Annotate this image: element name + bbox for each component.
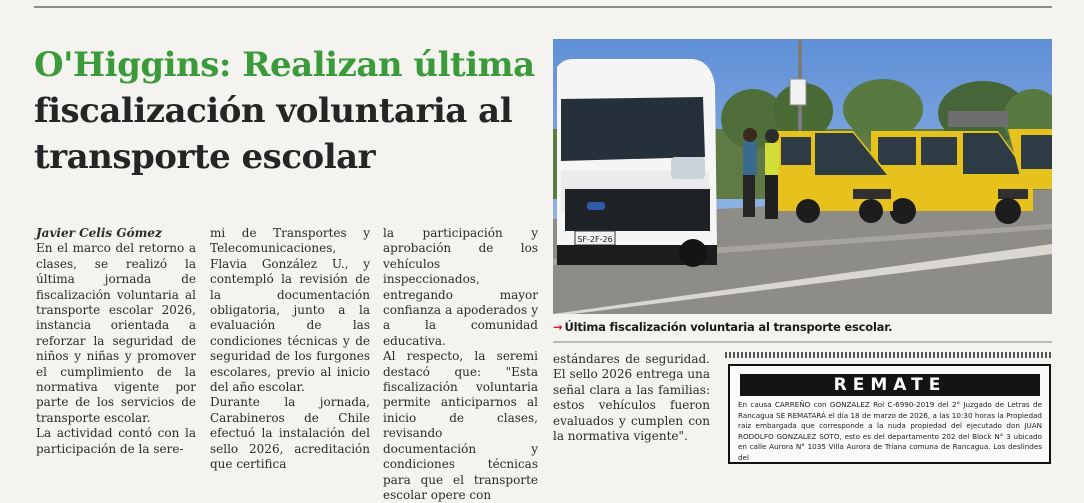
paragraph: mi de Transportes y Telecomunicaciones, Flavia González U., y contempló la revisión de la documentación obligatoria, junto a la evaluación de las condiciones técnicas y de seguridad de los furgones escolares, previo al inicio del año escolar.: [210, 226, 370, 395]
classified-ad-text: En causa CARREÑO con GONZALEZ Rol C-6990-2019 del 2° Juzgado de Letras de Rancagua SE REMATARÁ el día 18 de marzo de 2026, a las 10:30 horas la Propiedad raíz embargada que corresponde a la nuda propiedad del ejecutado don JUAN RODOLFO GONZALEZ SOTO, esto es del departamento 202 del Block N° 3 ubicado en calle Aurora N° 1035 Villa Aurora de Triana comuna de Rancagua. Los deslindes del: [738, 400, 1042, 462]
paragraph: En el marco del retorno a clases, se realizó la última jornada de fiscalización voluntaria al transporte escolar 2026, instancia orientada a reforzar la seguridad de niños y niñas y promover el cumplimiento de la normativa vigente por parte de los servicios de transporte escolar.: [36, 241, 196, 425]
license-plate-label: SF-2F-26: [577, 235, 613, 244]
headline-line-2: fiscalización voluntaria al: [34, 91, 513, 131]
arrow-right-icon: →: [553, 320, 563, 334]
caption-divider: [553, 341, 1052, 343]
text-column-2: [210, 226, 370, 473]
paragraph: la participación y aprobación de los vehículos inspeccionados, entregando mayor confianza a apoderados y a la comunidad educativa.: [383, 226, 538, 348]
paragraph: La actividad contó con la participación de la sere-: [36, 426, 196, 456]
text-column-1: [36, 226, 196, 457]
headline-line-3: transporte escolar: [34, 137, 376, 177]
photo-caption: [553, 320, 1052, 334]
top-rule: [34, 6, 1052, 8]
ad-divider: [725, 352, 1052, 358]
text-column-3: [383, 226, 538, 503]
byline: Javier Celis Gómez: [36, 226, 162, 240]
text-column-4: [553, 352, 710, 444]
article-headline: [34, 42, 534, 180]
paragraph: Durante la jornada, Carabineros de Chile efectuó la instalación del sello 2026, acreditación que certifica: [210, 395, 370, 472]
paragraph: Al respecto, la seremi destacó que: "Esta fiscalización voluntaria permite anticiparnos al inicio de clases, revisando documentación y condiciones técnicas para que el transporte escolar opere con: [383, 349, 538, 502]
photo-caption-text: Última fiscalización voluntaria al transporte escolar.: [564, 320, 893, 334]
headline-line-1: O'Higgins: Realizan última: [34, 45, 535, 85]
classified-ad-title: REMATE: [740, 374, 1040, 396]
paragraph: estándares de seguridad. El sello 2026 entrega una señal clara a las familias: estos vehículos fueron evaluados y cumplen con la normativa vigente".: [553, 352, 710, 444]
article-photo: [553, 39, 1052, 314]
